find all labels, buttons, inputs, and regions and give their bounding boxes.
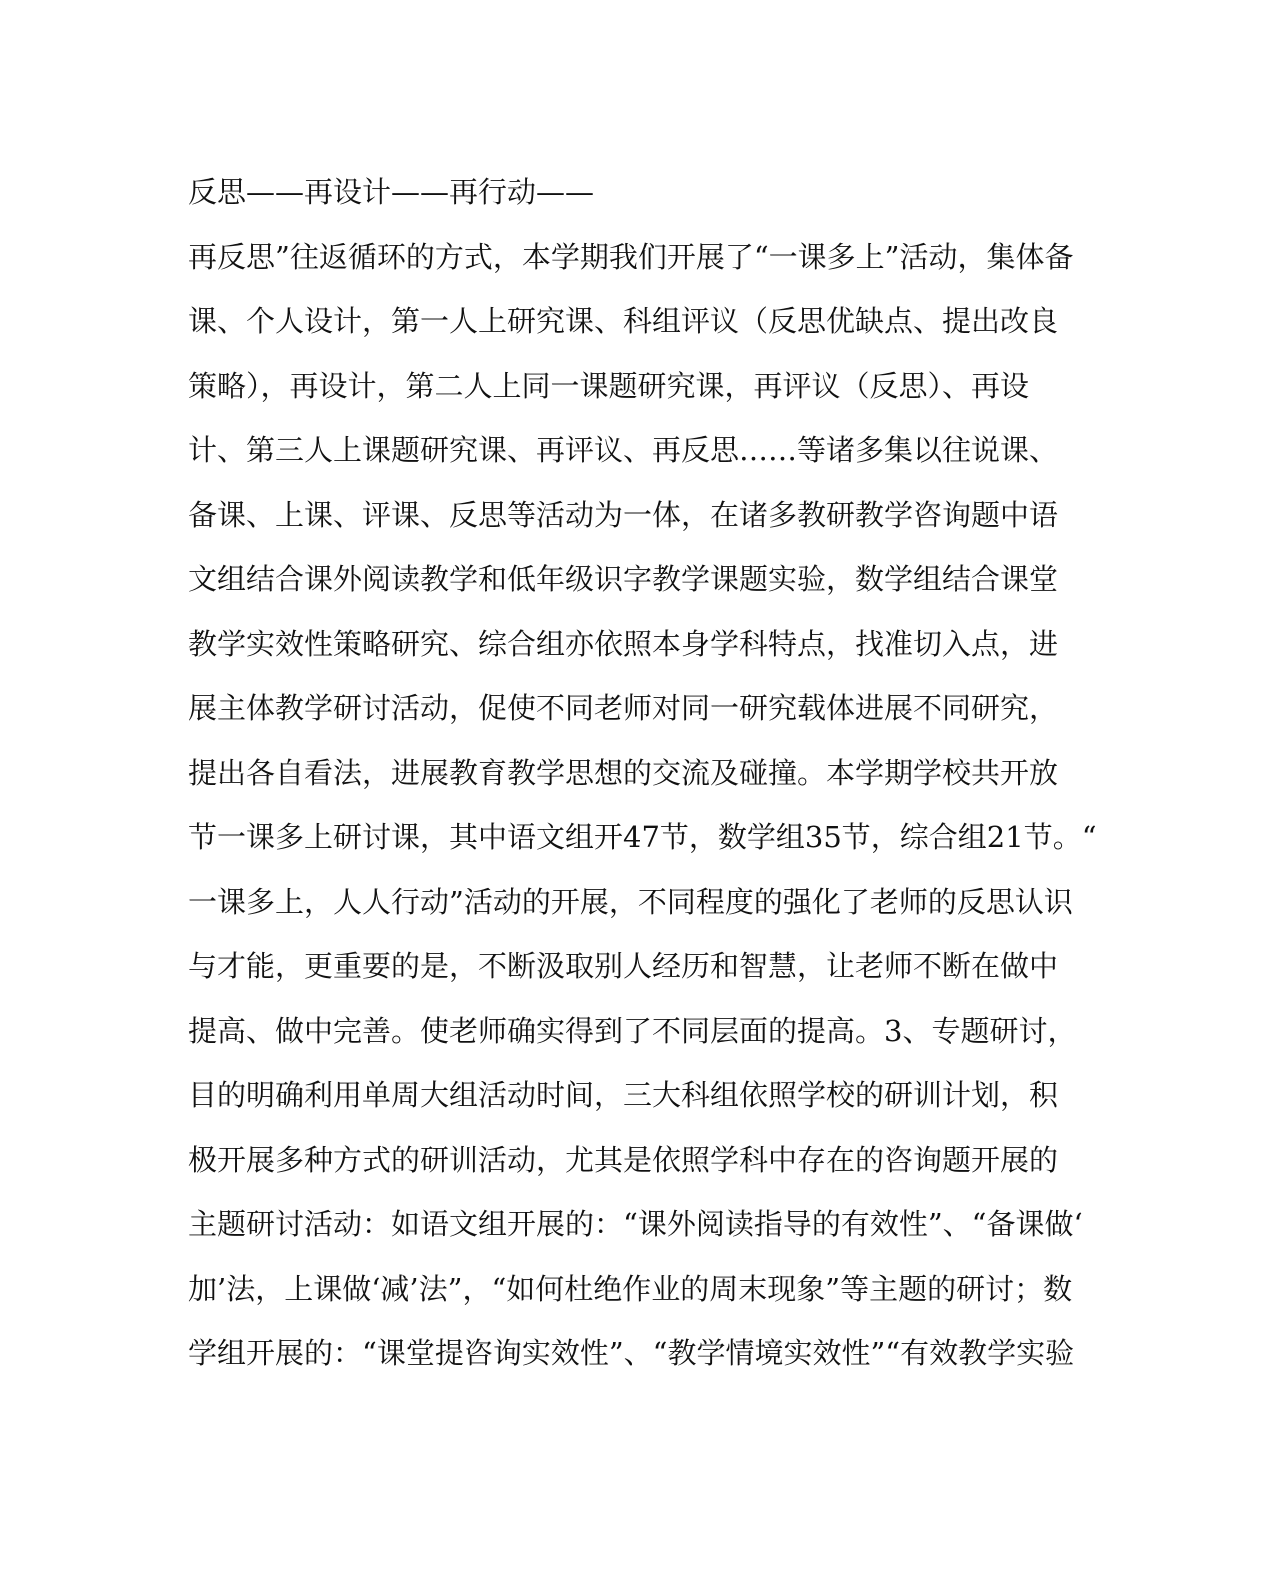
body-text (188, 160, 1097, 1386)
text-line: 文组结合课外阅读教学和低年级识字教学课题实验，数学组结合课堂 (188, 562, 1059, 596)
text-line: 学组开展的：“课堂提咨询实效性”、“教学情境实效性”“有效教学实验 (188, 1336, 1075, 1370)
text-line: 提出各自看法，进展教育教学思想的交流及碰撞。本学期学校共开放 (188, 755, 1059, 790)
text-line: 一课多上，人人行动”活动的开展，不同程度的强化了老师的反思认识 (188, 884, 1073, 919)
text-line: 再反思”往返循环的方式，本学期我们开展了“一课多上”活动，集体备 (188, 239, 1074, 274)
text-line: 课、个人设计，第一人上研究课、科组评议（反思优缺点、提出改良 (188, 304, 1059, 338)
text-line: 极开展多种方式的研训活动，尤其是依照学科中存在的咨询题开展的 (188, 1142, 1059, 1177)
text-line: 目的明确利用单周大组活动时间，三大科组依照学校的研训计划，积 (188, 1078, 1059, 1112)
text-line: 提高、做中完善。使老师确实得到了不同层面的提高。3、专题研讨， (188, 1013, 1077, 1048)
text-line: 主题研讨活动：如语文组开展的：“课外阅读指导的有效性”、“备课做‘ (188, 1207, 1083, 1241)
text-line: 教学实效性策略研究、综合组亦依照本身学科特点，找准切入点，进 (188, 626, 1059, 661)
text-line: 计、第三人上课题研究课、再评议、再反思……等诸多集以往说课、 (188, 433, 1059, 467)
text-line: 节一课多上研讨课，其中语文组开47节，数学组35节，综合组21节。“ (188, 820, 1097, 854)
text-line: 加’法，上课做‘减’法”，“如何杜绝作业的周末现象”等主题的研讨；数 (188, 1271, 1073, 1306)
text-line: 展主体教学研讨活动，促使不同老师对同一研究载体进展不同研究， (188, 691, 1059, 725)
text-line: 策略），再设计，第二人上同一课题研究课，再评议（反思）、再设 (188, 368, 1030, 403)
text-line: 与才能，更重要的是，不断汲取别人经历和智慧，让老师不断在做中 (188, 949, 1059, 983)
text-line: 备课、上课、评课、反思等活动为一体，在诸多教研教学咨询题中语 (188, 497, 1059, 532)
text-line: 反思——再设计——再行动—— (188, 175, 595, 209)
